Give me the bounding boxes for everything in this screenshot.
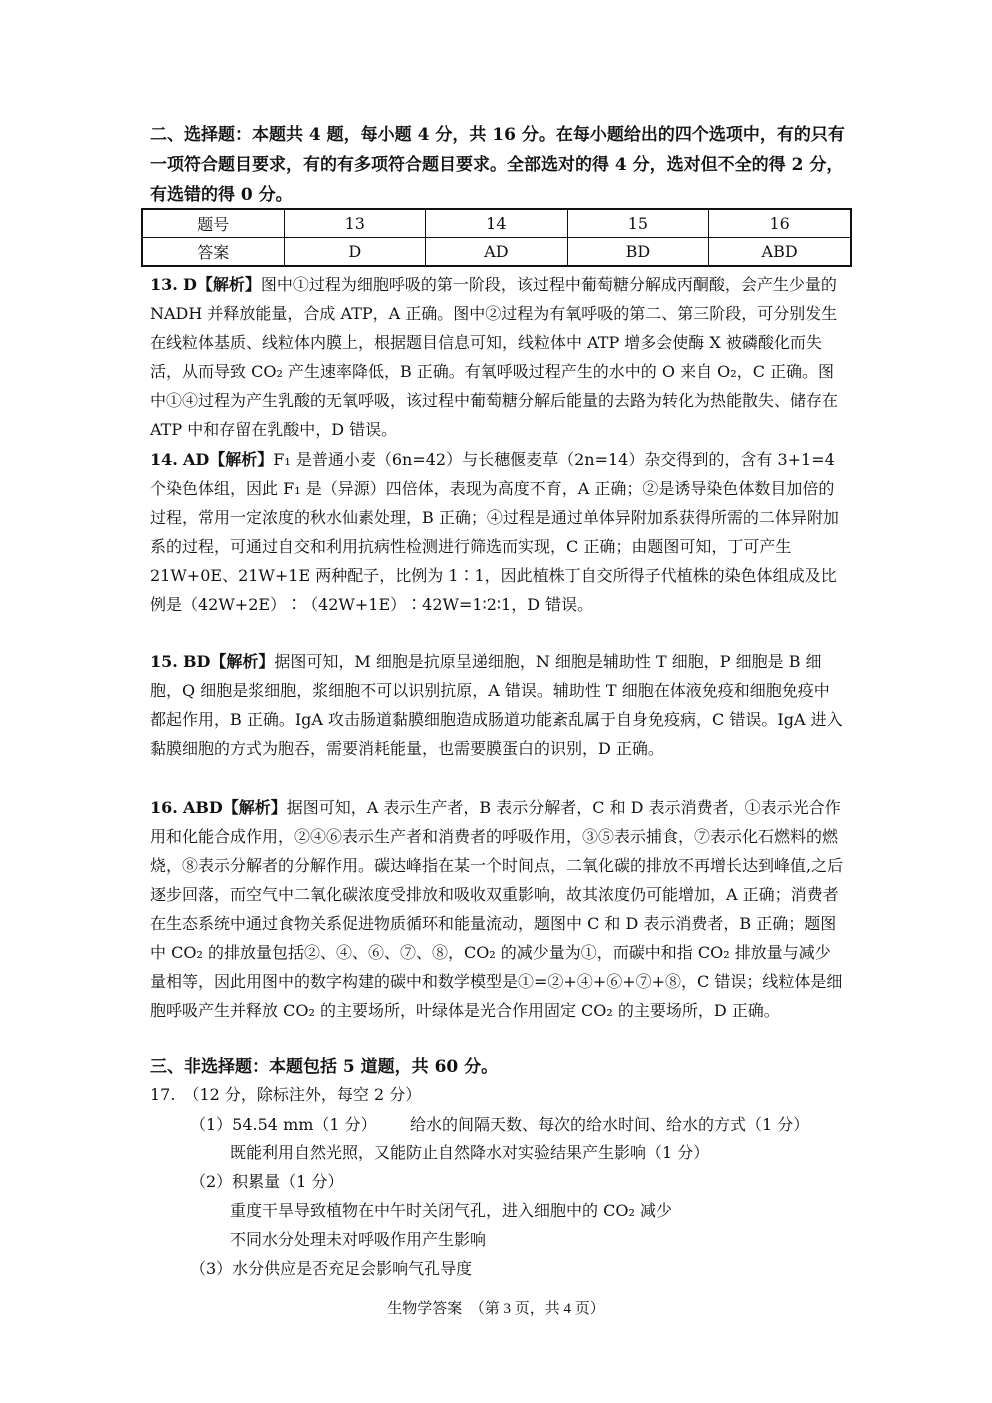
table-row-label: 答案	[142, 238, 284, 267]
section-3-heading: 三、非选择题：本题包括 5 道题，共 60 分。	[150, 1057, 499, 1077]
analysis-tag: 【解析】	[196, 275, 261, 294]
table-row-label: 题号	[142, 209, 284, 238]
question-number: 13.	[150, 275, 178, 294]
answer-17-1-b: 给水的间隔天数、每次的给水时间、给水的方式（1 分）	[410, 1115, 810, 1134]
question-number: 15.	[150, 652, 178, 671]
question-17-heading: 17. （12 分，除标注外，每空 2 分）	[150, 1085, 422, 1104]
table-cell: ABD	[709, 238, 851, 267]
explanation-13	[150, 270, 844, 444]
table-cell: AD	[426, 238, 568, 267]
table-cell: 15	[567, 209, 709, 238]
explanation-text: 图中①过程为细胞呼吸的第一阶段，该过程中葡萄糖分解成丙酮酸，会产生少量的 NADH 并释放能量，合成 ATP，A 正确。图中②过程为有氧呼吸的第二、第三阶段，可分别发生在线粒体基质、线粒体内膜上，根据题目信息可知，线粒体中 ATP 增多会使酶 X 被磷酸化而失活，从而导致 CO₂ 产生速率降低，B 正确。有氧呼吸过程产生的水中的 O 来自 O₂，C 正确。图中①④过程为产生乳酸的无氧呼吸，该过程中葡萄糖分解后能量的去路为转化为热能散失、储存在 ATP 中和存留在乳酸中，D 错误。	[150, 275, 839, 439]
question-number: 16.	[150, 798, 178, 817]
table-cell: BD	[567, 238, 709, 267]
table-cell: 14	[426, 209, 568, 238]
table-row	[142, 238, 851, 267]
question-answer: BD	[182, 652, 211, 671]
table-cell: 16	[709, 209, 851, 238]
question-answer: AD	[182, 450, 210, 469]
answer-17-2: （2）积累量（1 分）	[190, 1172, 344, 1191]
answer-17-1-c: 既能利用自然光照，又能防止自然降水对实验结果产生影响（1 分）	[230, 1143, 710, 1162]
answer-table	[141, 208, 852, 267]
explanation-text: F₁ 是普通小麦（6n=42）与长穗偃麦草（2n=14）杂交得到的，含有 3+1=4 个染色体组，因此 F₁ 是（异源）四倍体，表现为高度不育，A 正确；②是诱导染色体数目加倍的过程，常用一定浓度的秋水仙素处理，B 正确；④过程是通过单体异附加系获得所需的二体异附加系的过程，可通过自交和利用抗病性检测进行筛选而实现，C 正确；由题图可知，丁可产生 21W+0E、21W+1E 两种配子，比例为 1∶1，因此植株丁自交所得子代植株的染色体组成及比例是（42W+2E）∶（42W+1E）∶42W=1∶2∶1，D 错误。	[150, 450, 839, 614]
answer-17-1: （1）54.54 mm（1 分）	[190, 1115, 377, 1134]
answer-17-2-c: 不同水分处理未对呼吸作用产生影响	[230, 1230, 487, 1249]
explanation-text: 据图可知，A 表示生产者，B 表示分解者，C 和 D 表示消费者，①表示光合作用和化能合成作用，②④⑥表示生产者和消费者的呼吸作用，③⑤表示捕食，⑦表示化石燃料的燃烧，⑧表示分解者的分解作用。碳达峰指在某一个时间点，二氧化碳的排放不再增长达到峰值,之后逐步回落，而空气中二氧化碳浓度受排放和吸收双重影响，故其浓度仍可能增加，A 正确；消费者在生态系统中通过食物关系促进物质循环和能量流动，题图中 C 和 D 表示消费者，B 正确；题图中 CO₂ 的排放量包括②、④、⑥、⑦、⑧，CO₂ 的减少量为①，而碳中和指 CO₂ 排放量与减少量相等，因此用图中的数字构建的碳中和数学模型是①=②+④+⑥+⑦+⑧，C 错误；线粒体是细胞呼吸产生并释放 CO₂ 的主要场所，叶绿体是光合作用固定 CO₂ 的主要场所，D 正确。	[150, 798, 844, 1020]
table-cell: D	[284, 238, 426, 267]
answer-17-2-b: 重度干旱导致植物在中午时关闭气孔，进入细胞中的 CO₂ 减少	[230, 1201, 672, 1220]
explanation-14	[150, 445, 844, 619]
analysis-tag: 【解析】	[222, 798, 287, 817]
table-cell: 13	[284, 209, 426, 238]
page-footer: 生物学答案 （第 3 页，共 4 页）	[387, 1301, 605, 1317]
explanation-15	[150, 647, 844, 763]
question-number: 14.	[150, 450, 178, 469]
table-row	[142, 209, 851, 238]
analysis-tag: 【解析】	[210, 652, 275, 671]
section-2-heading: 二、选择题：本题共 4 题，每小题 4 分，共 16 分。在每小题给出的四个选项中，有的只有一项符合题目要求，有的有多项符合题目要求。全部选对的得 4 分，选对但不全的得 2 分，有选错的得 0 分。	[150, 125, 845, 205]
analysis-tag: 【解析】	[209, 450, 274, 469]
explanation-text: 据图可知，M 细胞是抗原呈递细胞，N 细胞是辅助性 T 细胞，P 细胞是 B 细胞，Q 细胞是浆细胞，浆细胞不可以识别抗原，A 错误。辅助性 T 细胞在体液免疫和细胞免疫中都起作用，B 正确。IgA 攻击肠道黏膜细胞造成肠道功能紊乱属于自身免疫病，C 错误。IgA 进入黏膜细胞的方式为胞吞，需要消耗能量，也需要膜蛋白的识别，D 正确。	[150, 652, 843, 758]
explanation-16	[150, 793, 844, 1025]
question-answer: ABD	[182, 798, 223, 817]
answer-17-3: （3）水分供应是否充足会影响气孔导度	[190, 1259, 473, 1278]
question-answer: D	[182, 275, 197, 294]
